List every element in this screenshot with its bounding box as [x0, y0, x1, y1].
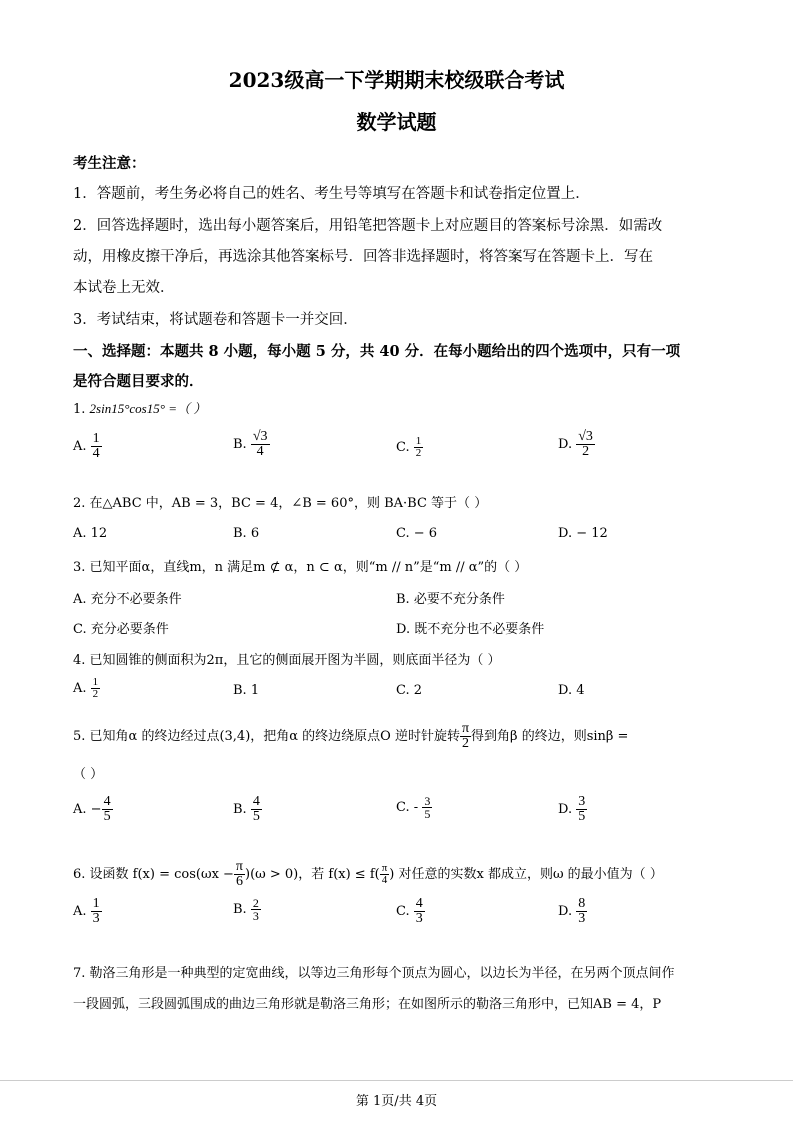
q2-option-d: D. − 12 — [558, 526, 608, 541]
notice-item-1: 1．答题前，考生务必将自己的姓名、考生号等填写在答题卡和试卷指定位置上． — [73, 186, 590, 202]
q6-option-c: C. $\frac{4}{3}$ — [396, 896, 423, 926]
q3-option-a: A. 充分不必要条件 — [73, 592, 182, 607]
notice-heading: 考生注意： — [73, 155, 146, 172]
notice-item-3: 3．考试结束，将试题卷和答题卡一并交回． — [73, 312, 358, 328]
q6-option-a: A. $\frac{1}{3}$ — [73, 896, 100, 926]
question-5-stem-cont: （ ） — [73, 767, 104, 782]
notice-item-2: 2．回答选择题时，选出每小题答案后，用铅笔把答题卡上对应题目的答案标号涂黑．如需改 — [73, 218, 663, 234]
notice-item-2-cont: 动，用橡皮擦干净后，再选涂其他答案标号．回答非选择题时，将答案写在答题卡上．写在 — [73, 249, 653, 265]
q2-option-b: B. 6 — [233, 526, 260, 541]
page-footer: 第 1页/共 4页 — [355, 1094, 438, 1109]
q4-option-b: B. 1 — [233, 683, 260, 698]
question-7-stem-cont: 一段圆弧，三段圆弧围成的曲边三角形就是勒洛三角形；在如图所示的勒洛三角形中，已知AB = 4，P — [73, 997, 662, 1012]
exam-title: 2023级高一下学期期末校级联合考试 — [228, 68, 565, 92]
question-5-stem: 5. 已知角α 的终边经过点(3,4)，把角α 的终边绕原点O 逆时针旋转 $\frac{\pi}{2}$ 得到角β 的终边，则sinβ = — [73, 721, 629, 751]
q1-option-a: A. $\frac{1}{4}$ — [73, 431, 100, 461]
q4-option-c: C. 2 — [396, 683, 423, 698]
section1-heading-cont: 是符合题目要求的． — [73, 373, 204, 390]
exam-subtitle: 数学试题 — [356, 110, 437, 134]
question-1-stem — [73, 398, 206, 417]
question-1-number: 1. — [73, 402, 86, 417]
question-1-text: 2sin15°cos15° =（ ） — [89, 401, 207, 416]
q2-option-a: A. 12 — [73, 526, 108, 541]
q3-option-b: B. 必要不充分条件 — [396, 592, 505, 607]
q6-option-b: B. $\frac{2}{3}$ — [233, 896, 259, 923]
question-6-stem: 6. 设函数 f(x) = cos(ωx − $\frac{\pi}{6}$ )(ω > 0)，若 f(x) ≤ f( $\frac{\pi}{4}$ ) 对任意的实数x 都成立，则ω 的最小值为（ ） — [73, 859, 663, 889]
q5-option-c: C. - $\frac{3}{5}$ — [396, 794, 431, 821]
q1-option-c: C. $\frac{1}{2}$ — [396, 435, 422, 459]
q4-option-a: A. $\frac{1}{2}$ — [73, 676, 99, 700]
q2-option-c: C. − 6 — [396, 526, 438, 541]
q1-option-b: B. $\frac{√3}{4}$ — [233, 429, 268, 459]
question-2-stem: 2. 在△ABC 中，AB = 3，BC = 4，∠B = 60°，则 BA·BC 等于（ ） — [73, 496, 488, 511]
q3-option-d: D. 既不充分也不必要条件 — [396, 622, 545, 637]
question-3-stem: 3. 已知平面α，直线m，n 满足m ⊄ α，n ⊂ α，则“m // n”是“m // α”的（ ） — [73, 560, 528, 575]
question-7-stem: 7. 勒洛三角形是一种典型的定宽曲线，以等边三角形每个顶点为圆心，以边长为半径，在另两个顶点间作 — [73, 966, 675, 981]
q3-option-c: C. 充分必要条件 — [73, 622, 169, 637]
question-4-stem: 4. 已知圆锥的侧面积为2π，且它的侧面展开图为半圆，则底面半径为（ ） — [73, 653, 501, 668]
q4-option-d: D. 4 — [558, 683, 585, 698]
q1-option-d: D. $\frac{√3}{2}$ — [558, 429, 593, 459]
q5-option-b: B. $\frac{4}{5}$ — [233, 794, 260, 824]
q6-option-d: D. $\frac{8}{3}$ — [558, 896, 586, 926]
q5-option-d: D. $\frac{3}{5}$ — [558, 794, 586, 824]
section1-heading: 一、选择题：本题共 8 小题，每小题 5 分，共 40 分．在每小题给出的四个选项中，只有一项 — [73, 343, 681, 360]
q5-option-a: A. − $\frac{4}{5}$ — [73, 794, 111, 824]
footer-divider — [0, 1080, 793, 1081]
notice-item-2-end: 本试卷上无效． — [73, 280, 175, 296]
